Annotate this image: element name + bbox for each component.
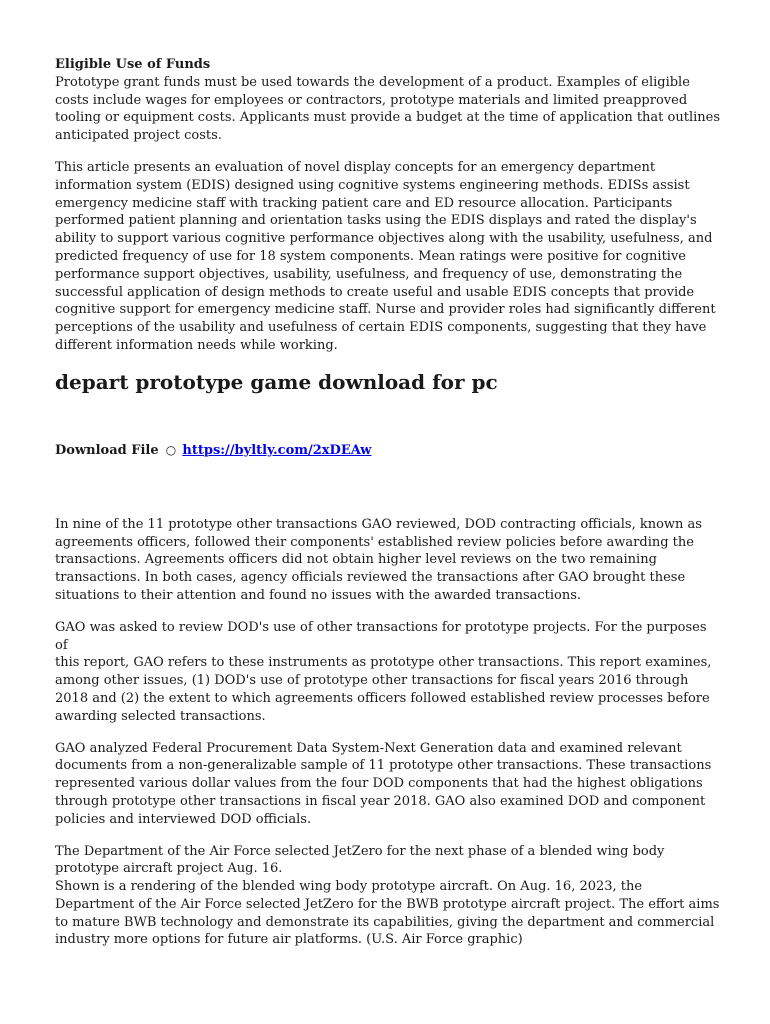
document-page	[55, 56, 720, 949]
intro-paragraph: Prototype grant funds must be used towards the development of a product. Examples of eligible costs include wages for employees or contractors, prototype materials and limited preapproved tooling or equipment costs. Applicants must provide a budget at the time of application that outlines anticipated project costs.	[55, 74, 721, 144]
page-title: depart prototype game download for pc	[55, 369, 498, 394]
body-paragraph-3: GAO analyzed Federal Procurement Data System-Next Generation data and examined relevant documents from a non-generalizable sample of 11 prototype other transactions. These transactions represented various dollar values from the four DOD components that had the highest obligations through prototype other transactions in fiscal year 2018. GAO also examined DOD and component policies and interviewed DOD officials.	[55, 740, 712, 827]
body-paragraph-2: GAO was asked to review DOD's use of other transactions for prototype projects. For the purposes of this report, GAO refers to these instruments as prototype other transactions. This report examines, among other issues, (1) DOD's use of prototype other transactions for fiscal years 2016 through 2018 and (2) the extent to which agreements officers followed established review processes before awarding selected transactions.	[55, 619, 712, 724]
intro-heading: Eligible Use of Funds	[55, 57, 211, 72]
abstract-paragraph: This article presents an evaluation of novel display concepts for an emergency department information system (EDIS) designed using cognitive systems engineering methods. EDISs assist emergency medicine staff with tracking patient care and ED resource allocation. Participants performed patient planning and orientation tasks using the EDIS displays and rated the display's ability to support various cognitive performance objectives along with the usability, usefulness, and predicted frequency of use for 18 system components. Mean ratings were positive for cognitive performance support objectives, usability, usefulness, and frequency of use, demonstrating the successful application of design methods to create useful and usable EDIS concepts that provide cognitive support for emergency medicine staff. Nurse and provider roles had significantly different perceptions of the usability and usefulness of certain EDIS components, suggesting that they have different information needs while working.	[55, 159, 716, 353]
intro-section	[55, 56, 720, 145]
spacer	[55, 459, 720, 516]
body-paragraph-1: In nine of the 11 prototype other transactions GAO reviewed, DOD contracting officials, known as agreements officers, followed their components' established review policies before awarding the transactions. Agreements officers did not obtain higher level reviews on the two remaining transactions. In both cases, agency officials reviewed the transactions after GAO brought these situations to their attention and found no issues with the awarded transactions.	[55, 516, 702, 603]
circle-icon: ○	[165, 442, 177, 457]
download-row	[55, 441, 720, 459]
download-label: Download File	[55, 442, 159, 458]
download-link[interactable]: https://byltly.com/2xDEAw	[182, 442, 372, 458]
body-paragraph-4: The Department of the Air Force selected JetZero for the next phase of a blended wing body prototype aircraft project Aug. 16. Shown is a rendering of the blended wing body prototype aircraft. On Aug. 16, 2023, the Department of the Air Force selected JetZero for the BWB prototype aircraft project. The effort aims to mature BWB technology and demonstrate its capabilities, giving the department and commercial industry more options for future air platforms. (U.S. Air Force graphic)	[55, 843, 720, 948]
